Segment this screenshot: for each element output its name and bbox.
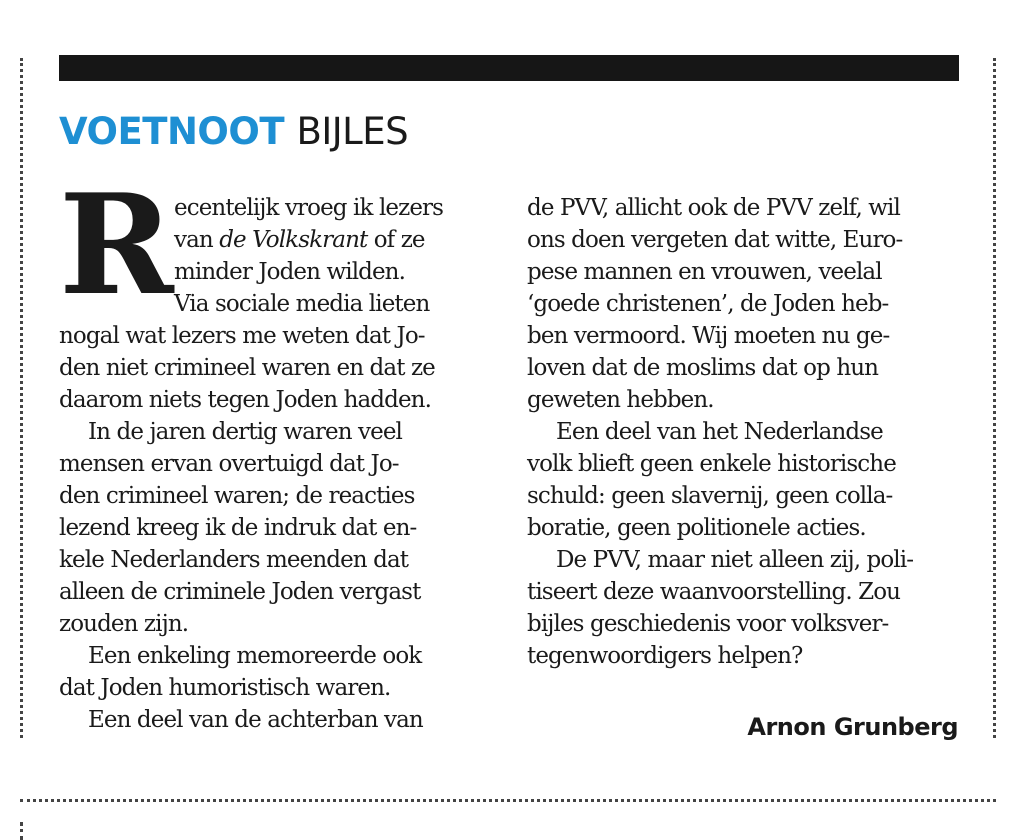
text-line: ‘goede christenen’, de Joden heb-: [527, 291, 889, 317]
text-line: minder Joden wilden.: [174, 259, 406, 285]
text-line: schuld: geen slavernij, geen colla-: [527, 483, 893, 509]
text-line: In de jaren dertig waren veel: [88, 419, 402, 445]
column-kicker: VOETNOOT: [59, 110, 285, 153]
column-topic: BIJLES: [296, 110, 409, 153]
text-line: ecentelijk vroeg ik lezers: [174, 195, 444, 221]
text-line: De PVV, maar niet alleen zij, poli-: [556, 547, 914, 573]
bottom-dotted-divider: [20, 799, 996, 802]
text-line: tiseert deze waanvoorstelling. Zou: [527, 579, 901, 605]
text-line: kele Nederlanders meenden dat: [59, 547, 409, 573]
text-line: zouden zijn.: [59, 611, 189, 637]
text-line: Een enkeling memoreerde ook: [88, 643, 422, 669]
text-line: den crimineel waren; de reacties: [59, 483, 415, 509]
right-dotted-border: [993, 58, 996, 738]
text-line: de PVV, allicht ook de PVV zelf, wil: [527, 195, 900, 221]
text-line: daarom niets tegen Joden hadden.: [59, 387, 431, 413]
drop-cap: R: [59, 163, 170, 326]
text-line: ben vermoord. Wij moeten nu ge-: [527, 323, 890, 349]
text-line: tegenwoordigers helpen?: [527, 643, 803, 669]
text-line: Een deel van de achterban van: [88, 707, 423, 733]
text-line: Via sociale media lieten: [174, 291, 430, 317]
text-line: mensen ervan overtuigd dat Jo-: [59, 451, 399, 477]
text-line: loven dat de moslims dat op hun: [527, 355, 879, 381]
text-line: boratie, geen politionele acties.: [527, 515, 866, 541]
column-heading: [59, 108, 408, 156]
text-line: geweten hebben.: [527, 387, 714, 413]
text-line: ons doen vergeten dat witte, Euro-: [527, 227, 903, 253]
text-line: den niet crimineel waren en dat ze: [59, 355, 435, 381]
text-line: volk blieft geen enkele historische: [527, 451, 896, 477]
text-line: pese mannen en vrouwen, veelal: [527, 259, 882, 285]
text-line: lezend kreeg ik de indruk dat en-: [59, 515, 417, 541]
left-dotted-border: [20, 58, 23, 738]
column-top-rule: [59, 55, 959, 81]
text-line: nogal wat lezers me weten dat Jo-: [59, 323, 425, 349]
text-line: Een deel van het Nederlandse: [556, 419, 883, 445]
text-line: bijles geschiedenis voor volksver-: [527, 611, 889, 637]
text-line: dat Joden humoristisch waren.: [59, 675, 391, 701]
text-line: alleen de criminele Joden vergast: [59, 579, 421, 605]
newspaper-name: de Volkskrant: [219, 227, 368, 253]
text-line: van de Volkskrant of ze: [174, 227, 425, 253]
author-byline: Arnon Grunberg: [747, 713, 958, 741]
next-article-dotted-border: [20, 822, 23, 840]
